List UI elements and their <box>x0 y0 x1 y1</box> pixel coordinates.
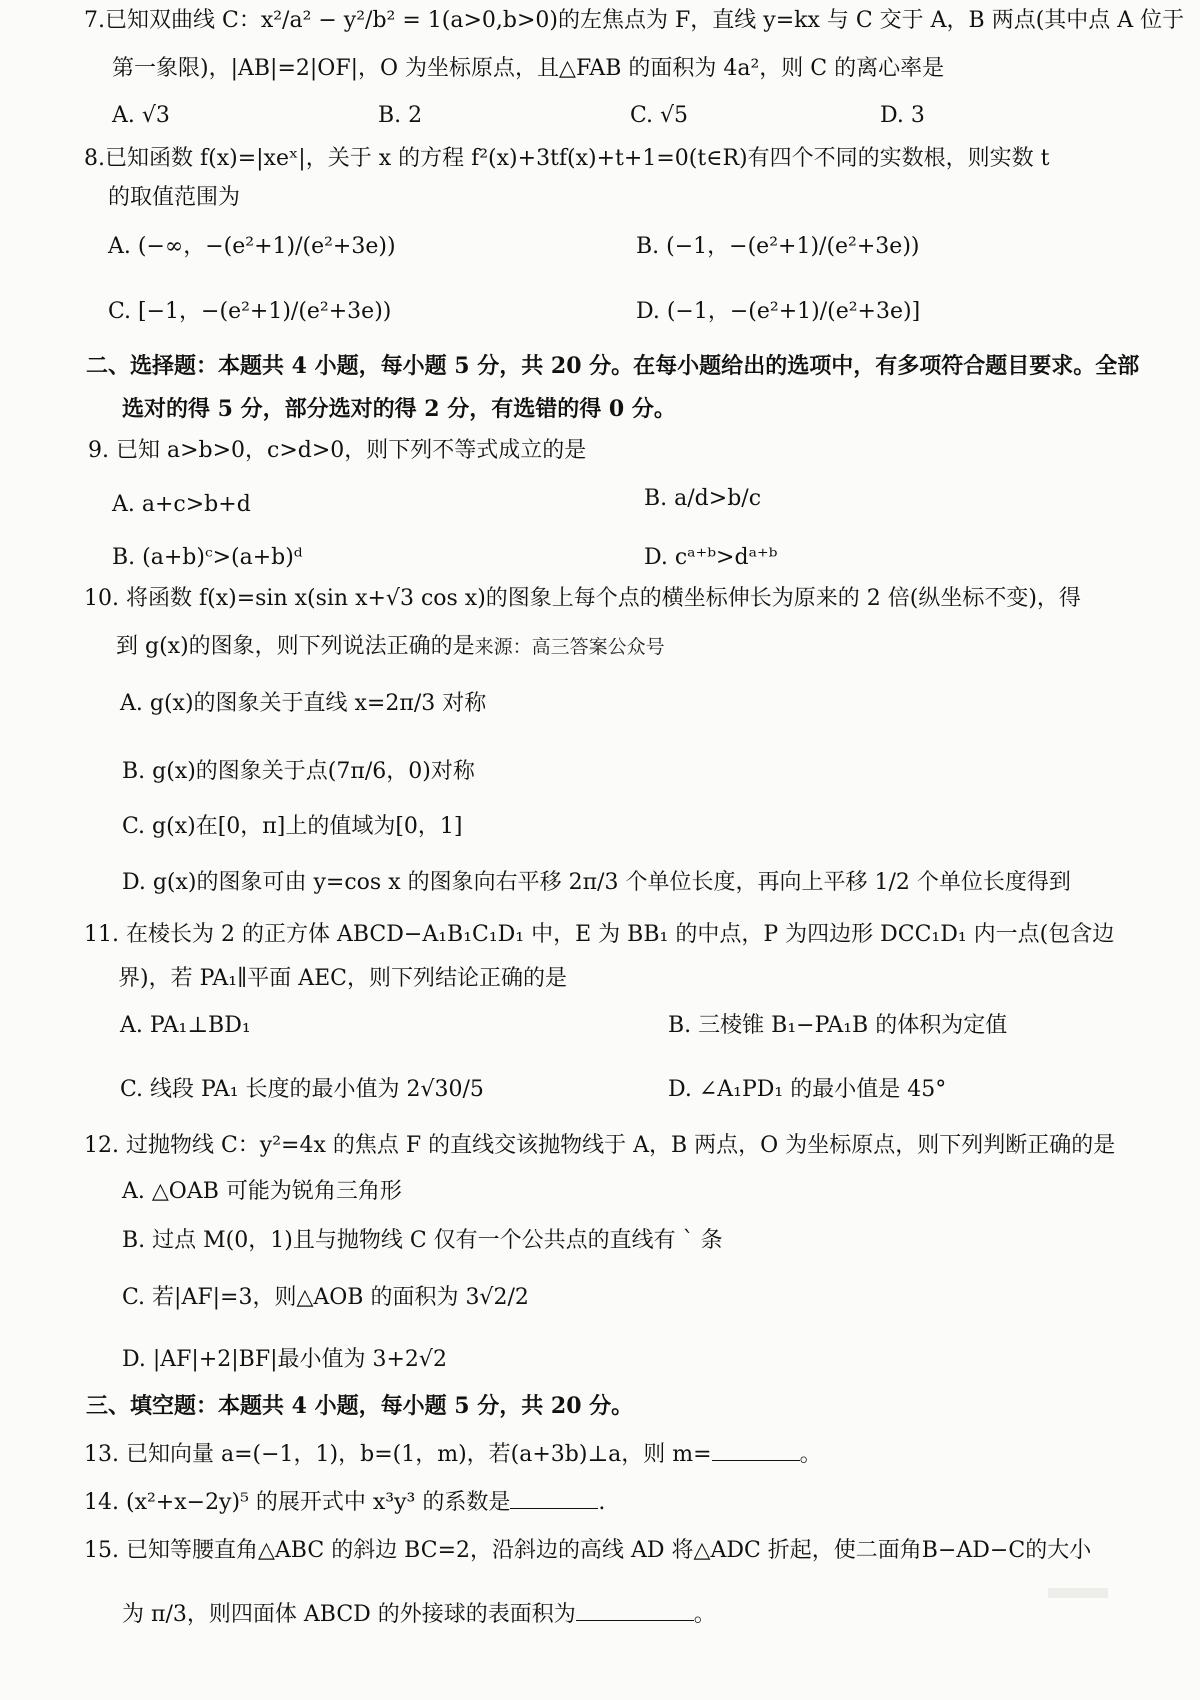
q11-option-b: B. 三棱锥 B₁−PA₁B 的体积为定值 <box>668 1013 1008 1038</box>
q8-stem-line2: 的取值范围为 <box>108 185 241 210</box>
q9-option-c: B. (a+b)ᶜ>(a+b)ᵈ <box>112 545 303 570</box>
q8-option-d: D. (−1，−(e²+1)/(e²+3e)] <box>636 299 921 324</box>
q14-line <box>84 1488 605 1518</box>
q13-end-punct: 。 <box>799 1442 822 1467</box>
q10-stem-line1: 10. 将函数 f(x)=sin x(sin x+√3 cos x)的图象上每个点的横坐标伸长为原来的 2 倍(纵坐标不变)，得 <box>84 586 1081 611</box>
q11-option-d: D. ∠A₁PD₁ 的最小值是 45° <box>668 1077 947 1102</box>
q11-stem-line1: 11. 在棱长为 2 的正方体 ABCD−A₁B₁C₁D₁ 中，E 为 BB₁ 的中点，P 为四边形 DCC₁D₁ 内一点(包含边 <box>84 922 1115 947</box>
source-watermark: 来源：高三答案公众号 <box>474 636 665 658</box>
scan-smudge <box>1048 1588 1108 1598</box>
q12-option-d: D. |AF|+2|BF|最小值为 3+2√2 <box>122 1347 447 1372</box>
q8-option-a: A. (−∞，−(e²+1)/(e²+3e)) <box>108 234 396 259</box>
q11-option-c: C. 线段 PA₁ 长度的最小值为 2√30/5 <box>120 1077 484 1102</box>
q7-stem-line1: 7.已知双曲线 C：x²/a² − y²/b² = 1(a>0,b>0)的左焦点为 F，直线 y=kx 与 C 交于 A，B 两点(其中点 A 位于 <box>84 8 1185 33</box>
section-3-heading: 三、填空题：本题共 4 小题，每小题 5 分，共 20 分。 <box>86 1393 634 1419</box>
q9-stem: 9. 已知 a>b>0，c>d>0，则下列不等式成立的是 <box>88 438 587 463</box>
q7-option-c: C. √5 <box>630 103 689 128</box>
q8-option-b: B. (−1，−(e²+1)/(e²+3e)) <box>636 234 920 259</box>
q9-option-a: A. a+c>b+d <box>112 492 251 517</box>
q15-line2 <box>122 1600 716 1630</box>
q12-stem: 12. 过抛物线 C：y²=4x 的焦点 F 的直线交该抛物线于 A，B 两点，O 为坐标原点，则下列判断正确的是 <box>84 1133 1116 1158</box>
q9-option-d: D. cᵃ⁺ᵇ>dᵃ⁺ᵇ <box>644 545 778 570</box>
q11-stem-line2: 界)，若 PA₁∥平面 AEC，则下列结论正确的是 <box>118 966 568 991</box>
q7-option-d: D. 3 <box>880 103 925 128</box>
q12-option-c: C. 若|AF|=3，则△AOB 的面积为 3√2/2 <box>122 1285 529 1310</box>
section-2-heading-line2: 选对的得 5 分，部分选对的得 2 分，有选错的得 0 分。 <box>122 396 676 422</box>
q13-line <box>84 1440 822 1470</box>
q11-option-a: A. PA₁⊥BD₁ <box>120 1013 251 1038</box>
q15-answer-blank[interactable] <box>576 1600 694 1621</box>
q14-answer-blank[interactable] <box>510 1488 598 1509</box>
q10-option-a: A. g(x)的图象关于直线 x=2π/3 对称 <box>120 691 487 716</box>
q10-option-b: B. g(x)的图象关于点(7π/6，0)对称 <box>122 759 475 784</box>
q7-stem-line2: 第一象限)，|AB|=2|OF|，O 为坐标原点，且△FAB 的面积为 4a²，则 C 的离心率是 <box>112 56 945 81</box>
q8-option-c: C. [−1，−(e²+1)/(e²+3e)) <box>108 299 392 324</box>
q14-stem: 14. (x²+x−2y)⁵ 的展开式中 x³y³ 的系数是 <box>84 1490 511 1515</box>
q10-option-d: D. g(x)的图象可由 y=cos x 的图象向右平移 2π/3 个单位长度，再向上平移 1/2 个单位长度得到 <box>122 870 1071 895</box>
q7-option-b: B. 2 <box>378 103 423 128</box>
q13-answer-blank[interactable] <box>712 1440 800 1461</box>
section-2-heading: 二、选择题：本题共 4 小题，每小题 5 分，共 20 分。在每小题给出的选项中，有多项符合题目要求。全部 <box>86 353 1140 379</box>
q10-stem-text: 到 g(x)的图象，则下列说法正确的是 <box>116 634 475 659</box>
q15-end-punct: 。 <box>693 1602 716 1627</box>
q10-option-c: C. g(x)在[0，π]上的值域为[0，1] <box>122 814 463 839</box>
q12-option-b: B. 过点 M(0，1)且与抛物线 C 仅有一个公共点的直线有 ` 条 <box>122 1228 723 1253</box>
q8-stem-line1: 8.已知函数 f(x)=|xeˣ|，关于 x 的方程 f²(x)+3tf(x)+t+1=0(t∈R)有四个不同的实数根，则实数 t <box>84 146 1050 171</box>
q10-stem-line2 <box>116 632 665 662</box>
q9-option-b: B. a/d>b/c <box>644 486 762 511</box>
q14-end-punct: . <box>598 1490 606 1515</box>
q13-stem: 13. 已知向量 a=(−1，1)，b=(1，m)，若(a+3b)⊥a，则 m= <box>84 1442 712 1467</box>
q7-option-a: A. √3 <box>112 103 170 128</box>
q15-stem-line2: 为 π/3，则四面体 ABCD 的外接球的表面积为 <box>122 1602 576 1627</box>
q12-option-a: A. △OAB 可能为锐角三角形 <box>122 1179 402 1204</box>
q15-stem-line1: 15. 已知等腰直角△ABC 的斜边 BC=2，沿斜边的高线 AD 将△ADC 折起，使二面角B−AD−C的大小 <box>84 1538 1092 1563</box>
